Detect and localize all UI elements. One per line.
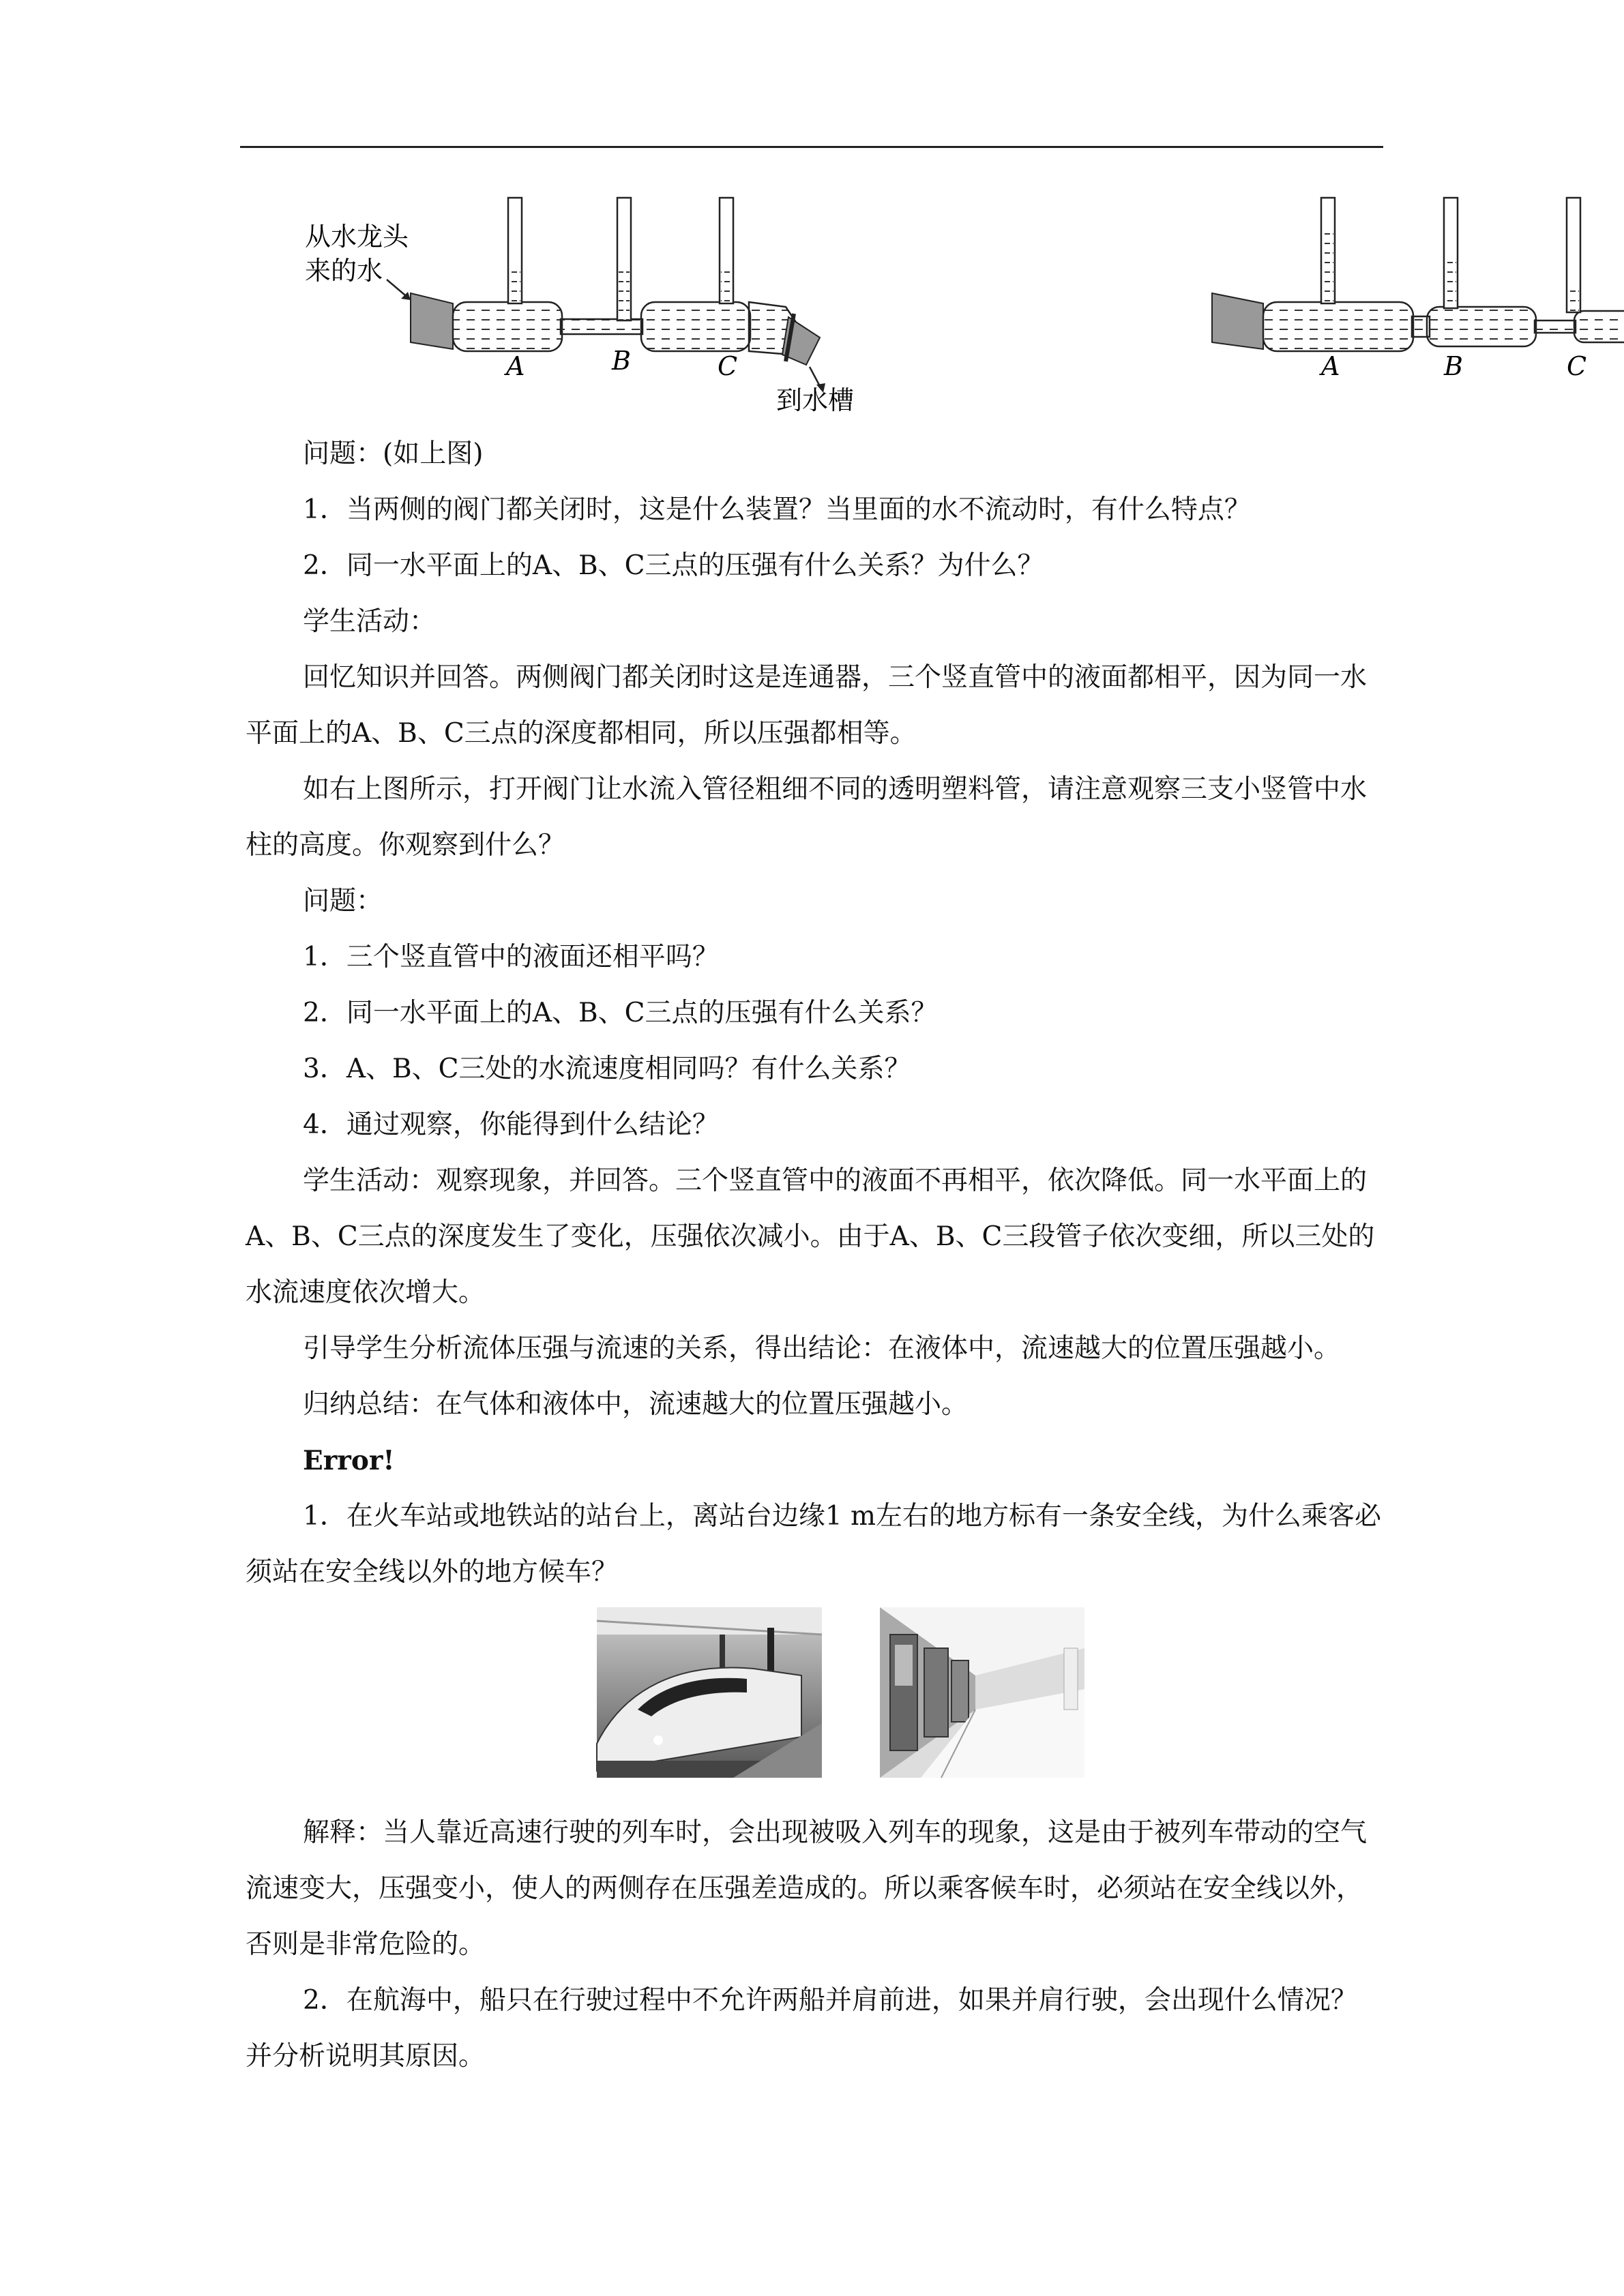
paragraph: 如右上图所示，打开阀门让水流入管径粗细不同的透明塑料管，请注意观察三支小竖管中水柱的高度。你观察到什么？ (246, 774, 1368, 861)
inlet-label-line1: 从水龙头 (305, 222, 409, 252)
figure-closed-valves (240, 191, 854, 423)
paragraph: 问题：(如上图) (303, 438, 484, 469)
paragraph: 问题： (303, 886, 383, 916)
photo-high-speed-train (597, 1607, 822, 1778)
body-text (246, 426, 1381, 2085)
figure-closed-valves-drawing (240, 191, 854, 423)
point-label-c: C (718, 351, 738, 381)
paragraph: 归纳总结：在气体和液体中，流速越大的位置压强越小。 (303, 1389, 969, 1420)
error-heading: Error! (303, 1445, 395, 1476)
paragraph: 解释：当人靠近高速行驶的列车时，会出现被吸入列车的现象，这是由于被列车带动的空气流速变大，压强变小，使人的两侧存在压强差造成的。所以乘客候车时，必须站在安全线以外，否则是非常危险的。 (246, 1817, 1368, 1960)
paragraph: 学生活动：观察现象，并回答。三个竖直管中的液面不再相平，依次降低。同一水平面上的A、B、C三点的深度发生了变化，压强依次减小。由于A、B、C三段管子依次变细，所以三处的水流速度依次增大。 (246, 1165, 1375, 1308)
photo-subway-platform (880, 1607, 1084, 1778)
point-label-c: C (1567, 351, 1587, 381)
paragraph: 1．三个竖直管中的液面还相平吗？ (303, 942, 719, 972)
paragraph: 4．通过观察，你能得到什么结论？ (303, 1109, 719, 1140)
point-label-a: A (506, 351, 525, 381)
point-label-b: B (612, 346, 631, 376)
outlet-label: 到水槽 (776, 385, 854, 415)
inlet-label-line2: 来的水 (305, 256, 383, 286)
header-rule (240, 146, 1383, 148)
paragraph: 3．A、B、C三处的水流速度相同吗？有什么关系？ (303, 1054, 911, 1084)
paragraph: 引导学生分析流体压强与流速的关系，得出结论：在液体中，流速越大的位置压强越小。 (303, 1333, 1341, 1364)
figure-flowing-water-drawing (963, 191, 1587, 423)
paragraph: 2．在航海中，船只在行驶过程中不允许两船并肩前进，如果并肩行驶，会出现什么情况？并分析说明其原因。 (246, 1985, 1357, 2072)
figures-row (240, 191, 1587, 423)
paragraph: 1．当两侧的阀门都关闭时，这是什么装置？当里面的水不流动时，有什么特点？ (303, 494, 1251, 525)
photos-row (246, 1607, 1381, 1791)
paragraph: 2．同一水平面上的A、B、C三点的压强有什么关系？ (303, 998, 938, 1028)
paragraph: 2．同一水平面上的A、B、C三点的压强有什么关系？为什么？ (303, 550, 1044, 581)
figure-flowing-water (963, 191, 1587, 423)
paragraph: 回忆知识并回答。两侧阀门都关闭时这是连通器，三个竖直管中的液面都相平，因为同一水平面上的A、B、C三点的深度都相同，所以压强都相等。 (246, 662, 1368, 749)
point-label-b: B (1444, 351, 1463, 381)
paragraph: 1．在火车站或地铁站的站台上，离站台边缘1 m左右的地方标有一条安全线，为什么乘客必须站在安全线以外的地方候车？ (246, 1501, 1382, 1587)
paragraph: 学生活动： (303, 606, 437, 637)
point-label-a: A (1321, 351, 1340, 381)
